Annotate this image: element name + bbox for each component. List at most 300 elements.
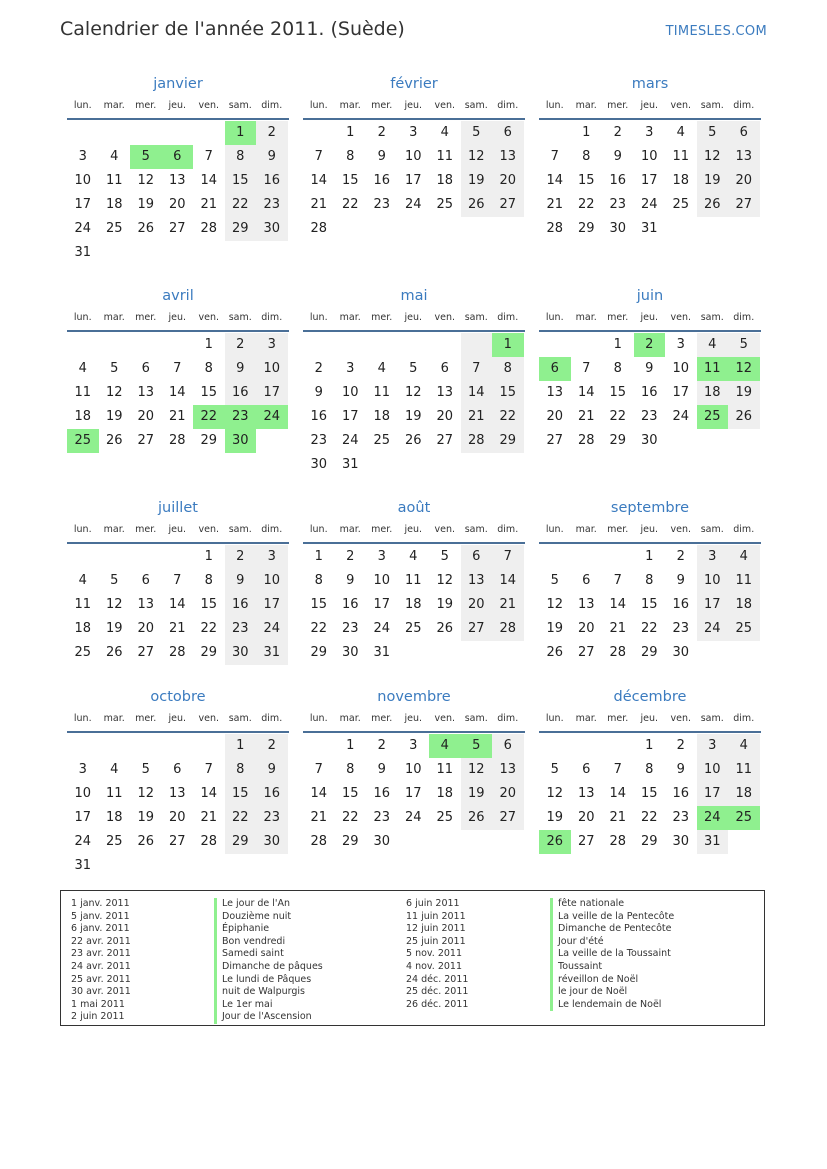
day-cell: 9 [676, 573, 685, 588]
day-cell: 28 [200, 221, 218, 236]
day-cell: 19 [404, 409, 422, 424]
legend-item: Épiphanie [222, 923, 270, 935]
day-cell: 20 [492, 169, 524, 193]
day-cell: 20 [577, 621, 595, 636]
weekday-label: ven. [670, 312, 691, 323]
weekday-label: jeu. [404, 312, 423, 323]
empty-day-cell [461, 333, 493, 357]
day-cell: 31 [74, 245, 92, 260]
day-cell: 11 [74, 597, 92, 612]
weekday-label: dim. [261, 312, 283, 323]
weekday-label: jeu. [168, 524, 187, 535]
legend-right-names [550, 898, 674, 1011]
legend-item: 25 juin 2011 [406, 935, 466, 947]
legend-item: 30 avr. 2011 [71, 986, 131, 998]
day-cell: 29 [225, 217, 257, 241]
day-cell: 7 [204, 762, 213, 777]
month-name: juillet [158, 500, 198, 516]
weekday-label: mer. [135, 713, 157, 724]
day-cell: 26 [436, 621, 454, 636]
weekday-label: mer. [607, 524, 629, 535]
day-cell: 24 [373, 621, 391, 636]
day-cell: 27 [461, 617, 493, 641]
day-cell: 17 [373, 597, 391, 612]
brand-link[interactable]: TIMESLES.COM [665, 24, 767, 39]
day-cell: 16 [310, 409, 328, 424]
holiday-day-cell: 25 [697, 405, 729, 429]
holiday-day-cell: 12 [728, 357, 760, 381]
holiday-day-cell: 6 [162, 145, 194, 169]
weekday-header [67, 98, 289, 120]
day-cell: 21 [200, 197, 218, 212]
month-name: juin [636, 288, 664, 304]
day-cell: 31 [697, 830, 729, 854]
day-cell: 24 [256, 617, 288, 641]
day-cell: 27 [436, 433, 454, 448]
weekday-label: lun. [309, 524, 328, 535]
day-cell: 3 [377, 549, 386, 564]
day-cell: 27 [546, 433, 564, 448]
day-cell: 26 [728, 405, 760, 429]
day-cell: 2 [256, 734, 288, 758]
day-cell: 2 [676, 549, 685, 564]
day-cell: 5 [728, 333, 760, 357]
day-cell: 7 [314, 149, 323, 164]
weekday-label: sam. [464, 713, 488, 724]
days-grid [67, 333, 289, 453]
weekday-label: lun. [309, 312, 328, 323]
month-calendar [539, 285, 761, 453]
weekday-label: jeu. [640, 100, 659, 111]
weekday-label: mer. [135, 312, 157, 323]
holiday-day-cell: 6 [539, 357, 571, 381]
day-cell: 28 [168, 433, 186, 448]
days-grid [67, 734, 289, 878]
day-cell: 8 [225, 758, 257, 782]
weekday-label: ven. [198, 312, 219, 323]
day-cell: 19 [137, 197, 155, 212]
weekday-label: ven. [198, 100, 219, 111]
day-cell: 30 [256, 830, 288, 854]
day-cell: 3 [256, 333, 288, 357]
day-cell: 19 [461, 169, 493, 193]
day-cell: 11 [672, 149, 690, 164]
day-cell: 29 [492, 429, 524, 453]
weekday-label: lun. [309, 100, 328, 111]
day-cell: 24 [697, 617, 729, 641]
day-cell: 9 [377, 149, 386, 164]
day-cell: 18 [728, 593, 760, 617]
weekday-label: mar. [339, 713, 361, 724]
weekday-label: sam. [228, 312, 252, 323]
day-cell: 30 [672, 645, 690, 660]
weekday-header [67, 711, 289, 733]
day-cell: 8 [314, 573, 323, 588]
day-cell: 1 [225, 734, 257, 758]
day-cell: 9 [613, 149, 622, 164]
empty-day-cell [539, 121, 571, 145]
holiday-day-cell: 1 [225, 121, 257, 145]
day-cell: 24 [74, 221, 92, 236]
weekday-label: mar. [103, 524, 125, 535]
day-cell: 3 [409, 125, 418, 140]
day-cell: 24 [672, 409, 690, 424]
day-cell: 18 [74, 621, 92, 636]
day-cell: 6 [173, 762, 182, 777]
weekday-label: mer. [371, 312, 393, 323]
empty-day-cell [398, 333, 430, 357]
day-cell: 7 [173, 573, 182, 588]
day-cell: 1 [314, 549, 323, 564]
empty-day-cell [335, 333, 367, 357]
day-cell: 19 [105, 409, 123, 424]
day-cell: 22 [341, 197, 359, 212]
day-cell: 26 [105, 645, 123, 660]
weekday-label: jeu. [404, 713, 423, 724]
empty-day-cell [162, 734, 194, 758]
day-cell: 13 [137, 385, 155, 400]
day-cell: 29 [200, 645, 218, 660]
empty-day-cell [571, 333, 603, 357]
empty-day-cell [571, 545, 603, 569]
day-cell: 13 [436, 385, 454, 400]
days-grid [67, 121, 289, 265]
day-cell: 16 [225, 593, 257, 617]
day-cell: 5 [141, 762, 150, 777]
day-cell: 18 [105, 810, 123, 825]
month-name: mars [631, 76, 669, 92]
day-cell: 25 [74, 645, 92, 660]
empty-day-cell [429, 333, 461, 357]
legend-item: Jour d'été [558, 935, 604, 947]
day-cell: 28 [546, 221, 564, 236]
weekday-label: ven. [670, 713, 691, 724]
day-cell: 27 [492, 806, 524, 830]
weekday-label: jeu. [168, 100, 187, 111]
day-cell: 19 [728, 381, 760, 405]
weekday-label: sam. [464, 312, 488, 323]
day-cell: 16 [640, 385, 658, 400]
legend-item: 26 déc. 2011 [406, 998, 469, 1010]
day-cell: 2 [314, 361, 323, 376]
legend-item: fête nationale [558, 898, 625, 909]
day-cell: 29 [225, 830, 257, 854]
day-cell: 17 [404, 173, 422, 188]
day-cell: 1 [582, 125, 591, 140]
day-cell: 11 [436, 149, 454, 164]
empty-day-cell [303, 121, 335, 145]
empty-day-cell [303, 333, 335, 357]
day-cell: 6 [141, 361, 150, 376]
day-cell: 26 [461, 806, 493, 830]
empty-day-cell [67, 734, 99, 758]
day-cell: 4 [110, 149, 119, 164]
day-cell: 18 [105, 197, 123, 212]
day-cell: 4 [728, 545, 760, 569]
month-calendar [67, 285, 289, 453]
day-cell: 22 [609, 409, 627, 424]
day-cell: 2 [377, 738, 386, 753]
weekday-label: ven. [670, 524, 691, 535]
day-cell: 10 [672, 361, 690, 376]
day-cell: 11 [105, 786, 123, 801]
weekday-label: ven. [670, 100, 691, 111]
weekday-label: lun. [309, 713, 328, 724]
holiday-day-cell: 2 [634, 333, 666, 357]
legend-item: Douzième nuit [222, 910, 292, 922]
day-cell: 4 [409, 549, 418, 564]
weekday-header [303, 522, 525, 544]
day-cell: 9 [346, 573, 355, 588]
day-cell: 6 [492, 121, 524, 145]
day-cell: 24 [640, 197, 658, 212]
day-cell: 25 [373, 433, 391, 448]
day-cell: 13 [492, 758, 524, 782]
day-cell: 8 [613, 361, 622, 376]
day-cell: 18 [728, 782, 760, 806]
day-cell: 6 [440, 361, 449, 376]
day-cell: 25 [436, 810, 454, 825]
empty-day-cell [193, 734, 225, 758]
day-cell: 13 [461, 569, 493, 593]
day-cell: 4 [78, 573, 87, 588]
day-cell: 23 [373, 810, 391, 825]
weekday-label: ven. [434, 524, 455, 535]
day-cell: 6 [728, 121, 760, 145]
day-cell: 10 [404, 149, 422, 164]
holiday-day-cell: 23 [225, 405, 257, 429]
weekday-label: sam. [700, 524, 724, 535]
day-cell: 9 [225, 569, 257, 593]
legend-item: Dimanche de pâques [222, 960, 323, 972]
day-cell: 27 [577, 834, 595, 849]
day-cell: 10 [640, 149, 658, 164]
day-cell: 19 [105, 621, 123, 636]
day-cell: 12 [137, 786, 155, 801]
day-cell: 23 [640, 409, 658, 424]
weekday-label: mar. [103, 312, 125, 323]
day-cell: 17 [640, 173, 658, 188]
day-cell: 5 [550, 573, 559, 588]
day-cell: 16 [609, 173, 627, 188]
day-cell: 27 [492, 193, 524, 217]
days-grid [539, 121, 761, 241]
month-name: novembre [377, 689, 451, 705]
weekday-label: dim. [497, 100, 519, 111]
day-cell: 21 [310, 810, 328, 825]
day-cell: 29 [577, 221, 595, 236]
legend-item: 6 juin 2011 [406, 898, 460, 909]
day-cell: 5 [461, 121, 493, 145]
day-cell: 13 [546, 385, 564, 400]
weekday-label: mer. [607, 100, 629, 111]
day-cell: 10 [341, 385, 359, 400]
day-cell: 4 [676, 125, 685, 140]
weekday-label: dim. [261, 100, 283, 111]
holiday-day-cell: 25 [728, 806, 760, 830]
legend-left-names [214, 898, 323, 1024]
day-cell: 20 [728, 169, 760, 193]
day-cell: 29 [609, 433, 627, 448]
day-cell: 3 [645, 125, 654, 140]
empty-day-cell [193, 121, 225, 145]
day-cell: 9 [314, 385, 323, 400]
day-cell: 11 [74, 385, 92, 400]
day-cell: 19 [461, 782, 493, 806]
day-cell: 6 [492, 734, 524, 758]
day-cell: 21 [310, 197, 328, 212]
day-cell: 11 [728, 569, 760, 593]
day-cell: 27 [728, 193, 760, 217]
empty-day-cell [99, 121, 131, 145]
day-cell: 21 [609, 621, 627, 636]
legend-item: 22 avr. 2011 [71, 935, 131, 947]
holiday-day-cell: 11 [697, 357, 729, 381]
weekday-label: mer. [371, 524, 393, 535]
day-cell: 16 [256, 782, 288, 806]
empty-day-cell [602, 734, 634, 758]
legend-item: 1 mai 2011 [71, 998, 125, 1010]
empty-day-cell [162, 121, 194, 145]
month-calendar [67, 497, 289, 665]
day-cell: 9 [645, 361, 654, 376]
day-cell: 14 [200, 173, 218, 188]
holiday-day-cell: 4 [429, 734, 461, 758]
day-cell: 31 [74, 858, 92, 873]
day-cell: 4 [110, 762, 119, 777]
day-cell: 2 [377, 125, 386, 140]
day-cell: 10 [697, 758, 729, 782]
day-cell: 13 [137, 597, 155, 612]
legend-item: La veille de la Toussaint [558, 948, 671, 960]
month-calendar [539, 73, 761, 241]
day-cell: 21 [492, 593, 524, 617]
day-cell: 25 [436, 197, 454, 212]
day-cell: 7 [314, 762, 323, 777]
weekday-label: mar. [339, 312, 361, 323]
day-cell: 30 [672, 834, 690, 849]
day-cell: 26 [105, 433, 123, 448]
day-cell: 15 [609, 385, 627, 400]
weekday-label: lun. [545, 100, 564, 111]
weekday-label: lun. [545, 524, 564, 535]
legend-item: Jour de l'Ascension [222, 1011, 312, 1023]
day-cell: 2 [676, 738, 685, 753]
day-cell: 28 [310, 834, 328, 849]
empty-day-cell [539, 545, 571, 569]
day-cell: 15 [310, 597, 328, 612]
day-cell: 15 [341, 786, 359, 801]
weekday-label: ven. [434, 100, 455, 111]
day-cell: 19 [137, 810, 155, 825]
day-cell: 17 [256, 381, 288, 405]
day-cell: 26 [697, 193, 729, 217]
day-cell: 17 [256, 593, 288, 617]
legend-item: 25 déc. 2011 [406, 986, 469, 998]
day-cell: 22 [341, 810, 359, 825]
weekday-label: mar. [575, 713, 597, 724]
legend-item: Le jour de l'An [222, 898, 291, 909]
weekday-label: ven. [434, 312, 455, 323]
day-cell: 12 [546, 597, 564, 612]
legend-item: 1 janv. 2011 [71, 898, 130, 909]
day-cell: 11 [436, 762, 454, 777]
day-cell: 23 [672, 621, 690, 636]
weekday-label: mer. [135, 100, 157, 111]
day-cell: 7 [461, 357, 493, 381]
day-cell: 7 [613, 573, 622, 588]
day-cell: 10 [404, 762, 422, 777]
day-cell: 11 [105, 173, 123, 188]
holiday-day-cell: 26 [539, 830, 571, 854]
day-cell: 15 [577, 173, 595, 188]
month-name: octobre [150, 689, 206, 705]
day-cell: 18 [697, 381, 729, 405]
legend-item: La veille de la Pentecôte [558, 910, 675, 922]
day-cell: 13 [492, 145, 524, 169]
day-cell: 10 [74, 173, 92, 188]
day-cell: 21 [168, 409, 186, 424]
legend-item: 23 avr. 2011 [71, 948, 131, 960]
legend-item: Toussaint [558, 960, 603, 972]
day-cell: 3 [78, 762, 87, 777]
holiday-day-cell: 5 [130, 145, 162, 169]
day-cell: 27 [137, 433, 155, 448]
day-cell: 5 [697, 121, 729, 145]
weekday-label: lun. [73, 100, 92, 111]
day-cell: 23 [310, 433, 328, 448]
day-cell: 1 [645, 549, 654, 564]
day-cell: 31 [256, 641, 288, 665]
legend-item: Le lendemain de Noël [558, 998, 662, 1010]
weekday-header [303, 711, 525, 733]
day-cell: 20 [492, 782, 524, 806]
weekday-label: sam. [464, 100, 488, 111]
day-cell: 20 [436, 409, 454, 424]
weekday-label: mar. [575, 524, 597, 535]
day-cell: 4 [78, 361, 87, 376]
legend-item: 2 juin 2011 [71, 1011, 125, 1023]
weekday-label: ven. [198, 713, 219, 724]
weekday-label: mer. [607, 312, 629, 323]
day-cell: 21 [577, 409, 595, 424]
day-cell: 28 [609, 645, 627, 660]
day-cell: 18 [74, 409, 92, 424]
day-cell: 21 [200, 810, 218, 825]
legend-item: le jour de Noël [558, 986, 628, 998]
day-cell: 15 [200, 385, 218, 400]
month-name: mai [400, 288, 428, 304]
day-cell: 3 [697, 734, 729, 758]
day-cell: 30 [609, 221, 627, 236]
day-cell: 10 [256, 569, 288, 593]
day-cell: 3 [697, 545, 729, 569]
day-cell: 28 [577, 433, 595, 448]
day-cell: 24 [404, 810, 422, 825]
day-cell: 1 [613, 337, 622, 352]
weekday-header [539, 310, 761, 332]
day-cell: 19 [546, 810, 564, 825]
month-name: janvier [153, 76, 203, 92]
month-name: février [390, 76, 438, 92]
day-cell: 6 [141, 573, 150, 588]
weekday-label: mer. [371, 713, 393, 724]
legend-item: 6 janv. 2011 [71, 923, 130, 935]
day-cell: 8 [204, 573, 213, 588]
day-cell: 3 [676, 337, 685, 352]
days-grid [303, 333, 525, 477]
day-cell: 21 [461, 405, 493, 429]
